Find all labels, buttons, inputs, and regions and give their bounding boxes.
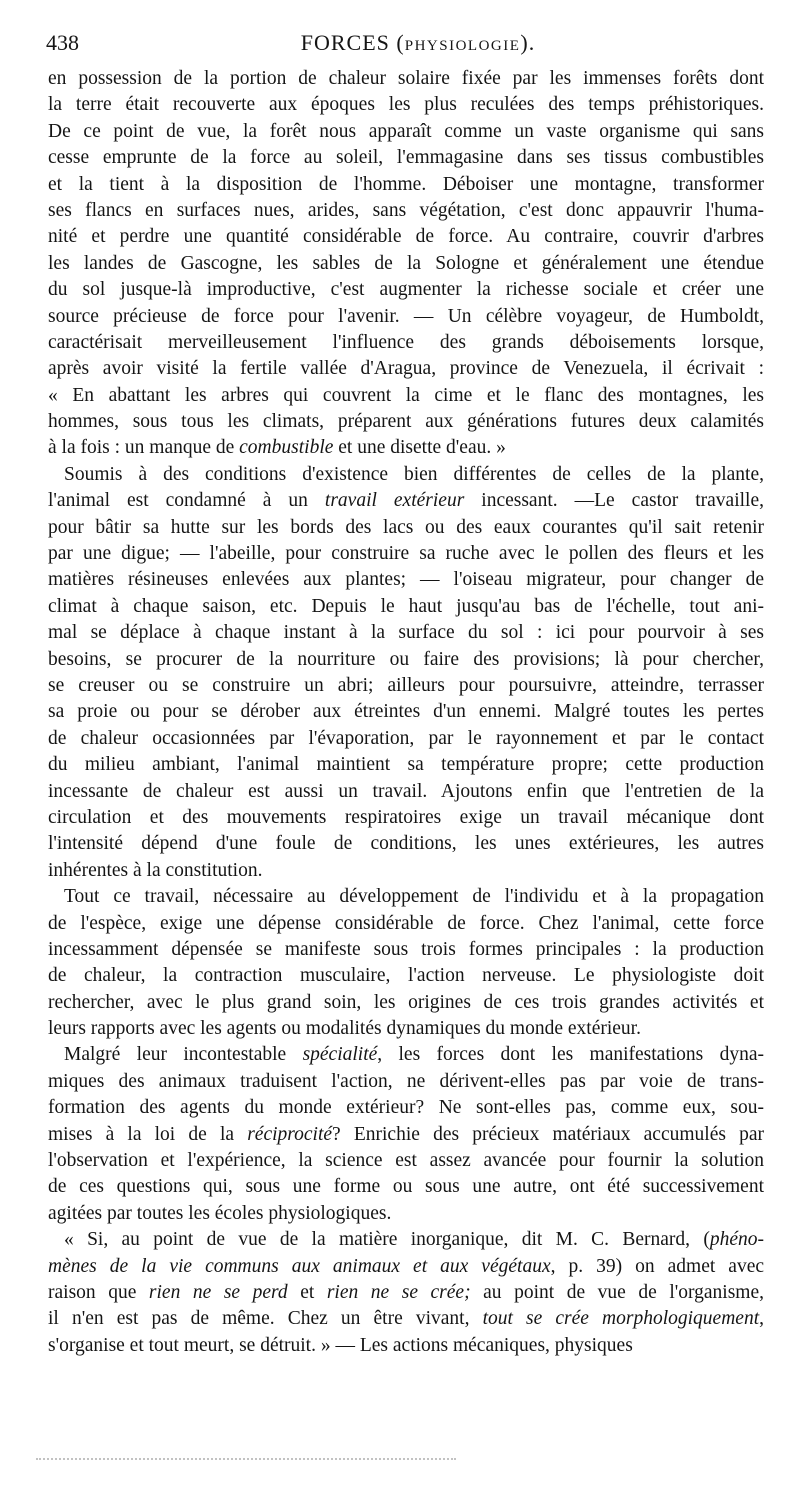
text-segment: la terre était recouverte aux époques les plus reculées des temps préhistoriques. — [48, 94, 764, 116]
text-segment: matières résineuses enlevées aux plantes; — l'oiseau migrateur, pour changer de — [48, 569, 764, 591]
text-segment: l'observation et l'expérience, la science est assez avancée pour fournir la solution — [48, 1150, 764, 1172]
text-line — [48, 1042, 764, 1068]
text-segment: l'intensité dépend d'une foule de conditions, les unes extérieures, les autres — [48, 833, 764, 855]
text-segment: agitées par toutes les écoles physiologiques. — [48, 1202, 392, 1224]
text-line — [48, 620, 764, 646]
text-line — [48, 831, 764, 857]
text-segment: et la tient à la disposition de l'homme. Déboiser une montagne, transformer — [48, 173, 764, 195]
text-line — [48, 172, 764, 198]
text-line — [48, 1201, 764, 1227]
text-line — [48, 515, 764, 541]
running-head: FORCES (PHYSIOLOGIE). — [300, 30, 536, 55]
text-line — [48, 752, 764, 778]
text-line — [48, 1069, 764, 1095]
text-line — [48, 198, 764, 224]
text-segment: Malgré leur incontestable — [64, 1044, 303, 1066]
text-segment: , p. 39) on admet avec — [550, 1255, 765, 1277]
text-line — [48, 66, 764, 92]
text-segment: et une disette d'eau. » — [333, 437, 506, 459]
text-segment: de chaleur occasionnées par l'évaporation, par le rayonnement et par le contact — [48, 727, 764, 749]
text-line — [48, 488, 764, 514]
text-segment: les landes de Gascogne, les sables de la Sologne et généralement une étendue — [48, 252, 764, 274]
text-line — [48, 1333, 764, 1359]
text-line — [48, 1122, 764, 1148]
text-line — [48, 911, 764, 937]
text-segment: mal se déplace à chaque instant à la surface du sol : ici pour pourvoir à ses — [48, 622, 764, 644]
text-segment: , — [759, 1308, 764, 1330]
text-segment: De ce point de vue, la forêt nous apparaît comme un vaste organisme qui sans — [48, 120, 764, 142]
text-line — [48, 304, 764, 330]
text-line — [48, 805, 764, 831]
text-line — [48, 1280, 764, 1306]
text-line — [48, 462, 764, 488]
text-segment: climat à chaque saison, etc. Depuis le haut jusqu'au bas de l'échelle, tout ani- — [48, 595, 764, 617]
text-line — [48, 726, 764, 752]
text-segment: se creuser ou se construire un abri; ailleurs pour poursuivre, atteindre, terrasser — [48, 674, 764, 696]
text-line — [48, 277, 764, 303]
text-line — [48, 409, 764, 435]
text-line — [48, 1254, 764, 1280]
italic-phrase: phéno- — [709, 1229, 764, 1251]
italic-phrase: spécialité — [302, 1044, 378, 1066]
text-line — [48, 1306, 764, 1332]
text-segment: , les forces dont les manifestations dyna- — [377, 1044, 765, 1066]
text-line — [48, 92, 764, 118]
text-segment: hommes, sous tous les climats, préparent aux générations futures deux calamités — [48, 411, 764, 433]
text-segment: besoins, se procurer de la nourriture ou faire des provisions; là pour chercher, — [48, 648, 764, 670]
text-segment: nité et perdre une quantité considérable de force. Au contraire, couvrir d'arbres — [48, 226, 764, 248]
text-line — [48, 990, 764, 1016]
text-line — [48, 1148, 764, 1174]
text-segment: de ces questions qui, sous une forme ou sous une autre, ont été successivement — [48, 1176, 764, 1198]
italic-phrase: rien ne se crée; — [326, 1281, 471, 1303]
text-segment: ? Enrichie des précieux matériaux accumulés par — [332, 1123, 764, 1145]
text-line — [48, 1227, 764, 1253]
text-segment: en possession de la portion de chaleur solaire fixée par les immenses forêts dont — [48, 68, 764, 89]
text-line — [48, 884, 764, 910]
text-segment: « En abattant les arbres qui couvrent la cime et le flanc des montagnes, les — [48, 384, 764, 406]
text-line — [48, 330, 764, 356]
text-segment: au point de vue de l'organisme, — [470, 1281, 765, 1303]
text-segment: après avoir visité la fertile vallée d'Aragua, province de Venezuela, il écrivait : — [48, 358, 764, 380]
text-line — [48, 145, 764, 171]
text-segment: mises à la loi de la — [48, 1123, 248, 1145]
text-segment: de chaleur, la contraction musculaire, l'action nerveuse. Le physiologiste doit — [48, 965, 764, 987]
text-line — [48, 224, 764, 250]
text-line — [48, 937, 764, 963]
text-line — [48, 699, 764, 725]
text-segment: de l'espèce, exige une dépense considérable de force. Chez l'animal, cette force — [48, 912, 764, 934]
text-line — [48, 1016, 764, 1042]
text-line — [48, 673, 764, 699]
text-segment: raison que — [48, 1281, 149, 1303]
text-segment: s'organise et tout meurt, se détruit. » — Les actions mécaniques, physiques — [48, 1334, 633, 1356]
text-segment: source précieuse de force pour l'avenir. — Un célèbre voyageur, de Humboldt, — [48, 305, 764, 327]
italic-phrase: réciprocité — [247, 1123, 333, 1145]
text-segment: circulation et des mouvements respiratoires exige un travail mécanique dont — [48, 806, 764, 828]
text-line — [48, 1174, 764, 1200]
text-line — [48, 435, 764, 461]
running-head-title: FORCES — [300, 30, 390, 55]
text-segment: à la fois : un manque de — [48, 437, 240, 459]
text-segment: caractérisait merveilleusement l'influence des grands déboisements lorsque, — [48, 331, 764, 353]
italic-phrase: travail extérieur — [324, 490, 465, 512]
text-line — [48, 356, 764, 382]
text-line — [48, 119, 764, 145]
text-line — [48, 647, 764, 673]
text-line — [48, 541, 764, 567]
text-segment: Soumis à des conditions d'existence bien différentes de celles de la plante, — [64, 463, 764, 485]
text-line — [48, 779, 764, 805]
italic-phrase: rien ne se perd — [148, 1281, 288, 1303]
text-line — [48, 1095, 764, 1121]
running-head-subtitle: PHYSIOLOGIE — [404, 38, 521, 54]
text-line — [48, 594, 764, 620]
text-segment: du milieu ambiant, l'animal maintient sa température propre; cette production — [48, 754, 764, 776]
italic-phrase: tout se crée morphologiquement — [482, 1308, 760, 1330]
text-line — [48, 251, 764, 277]
text-segment: incessante de chaleur est aussi un travail. Ajoutons enfin que l'entretien de la — [48, 780, 764, 802]
text-line — [48, 963, 764, 989]
text-segment: cesse emprunte de la force au soleil, l'emmagasine dans ses tissus combustibles — [48, 147, 764, 169]
text-line — [48, 383, 764, 409]
text-line — [48, 567, 764, 593]
text-segment: du sol jusque-là improductive, c'est augmenter la richesse sociale et créer une — [48, 279, 764, 301]
page-number: 438 — [46, 30, 79, 55]
footer-print-mark — [36, 1458, 456, 1464]
text-segment: pour bâtir sa hutte sur les bords des lacs ou des eaux courantes qu'il sait retenir — [48, 516, 764, 538]
text-segment: incessamment dépensée se manifeste sous trois formes principales : la production — [48, 938, 764, 960]
text-segment: Tout ce travail, nécessaire au développement de l'individu et à la propagation — [64, 886, 764, 908]
text-segment: inhérentes à la constitution. — [48, 859, 263, 881]
text-segment: incessant. —Le castor travaille, — [464, 490, 764, 512]
text-segment: leurs rapports avec les agents ou modalités dynamiques du monde extérieur. — [48, 1018, 641, 1040]
text-segment: formation des agents du monde extérieur? Ne sont-elles pas, comme eux, sou- — [48, 1097, 764, 1119]
text-segment: « Si, au point de vue de la matière inorganique, dit M. C. Bernard, ( — [64, 1229, 710, 1251]
text-segment: l'animal est condamné à un — [48, 490, 325, 512]
page-header — [46, 26, 760, 62]
text-segment: rechercher, avec le plus grand soin, les origines de ces trois grandes activités et — [48, 991, 764, 1013]
text-segment: et — [287, 1281, 327, 1303]
text-line — [48, 858, 764, 884]
text-segment: il n'en est pas de même. Chez un être vivant, — [48, 1308, 483, 1330]
text-segment: par une digue; — l'abeille, pour construire sa ruche avec le pollen des fleurs et les — [48, 543, 764, 565]
text-segment: miques des animaux traduisent l'action, ne dérivent-elles pas par voie de trans- — [48, 1070, 764, 1092]
text-segment: ses flancs en surfaces nues, arides, sans végétation, c'est donc appauvrir l'huma- — [48, 199, 764, 221]
body-text — [48, 66, 764, 1359]
text-segment: sa proie ou pour se dérober aux étreintes d'un ennemi. Malgré toutes les pertes — [48, 701, 764, 723]
italic-phrase: combustible — [239, 437, 334, 459]
italic-phrase: mènes de la vie communs aux animaux et aux végétaux — [48, 1255, 551, 1277]
